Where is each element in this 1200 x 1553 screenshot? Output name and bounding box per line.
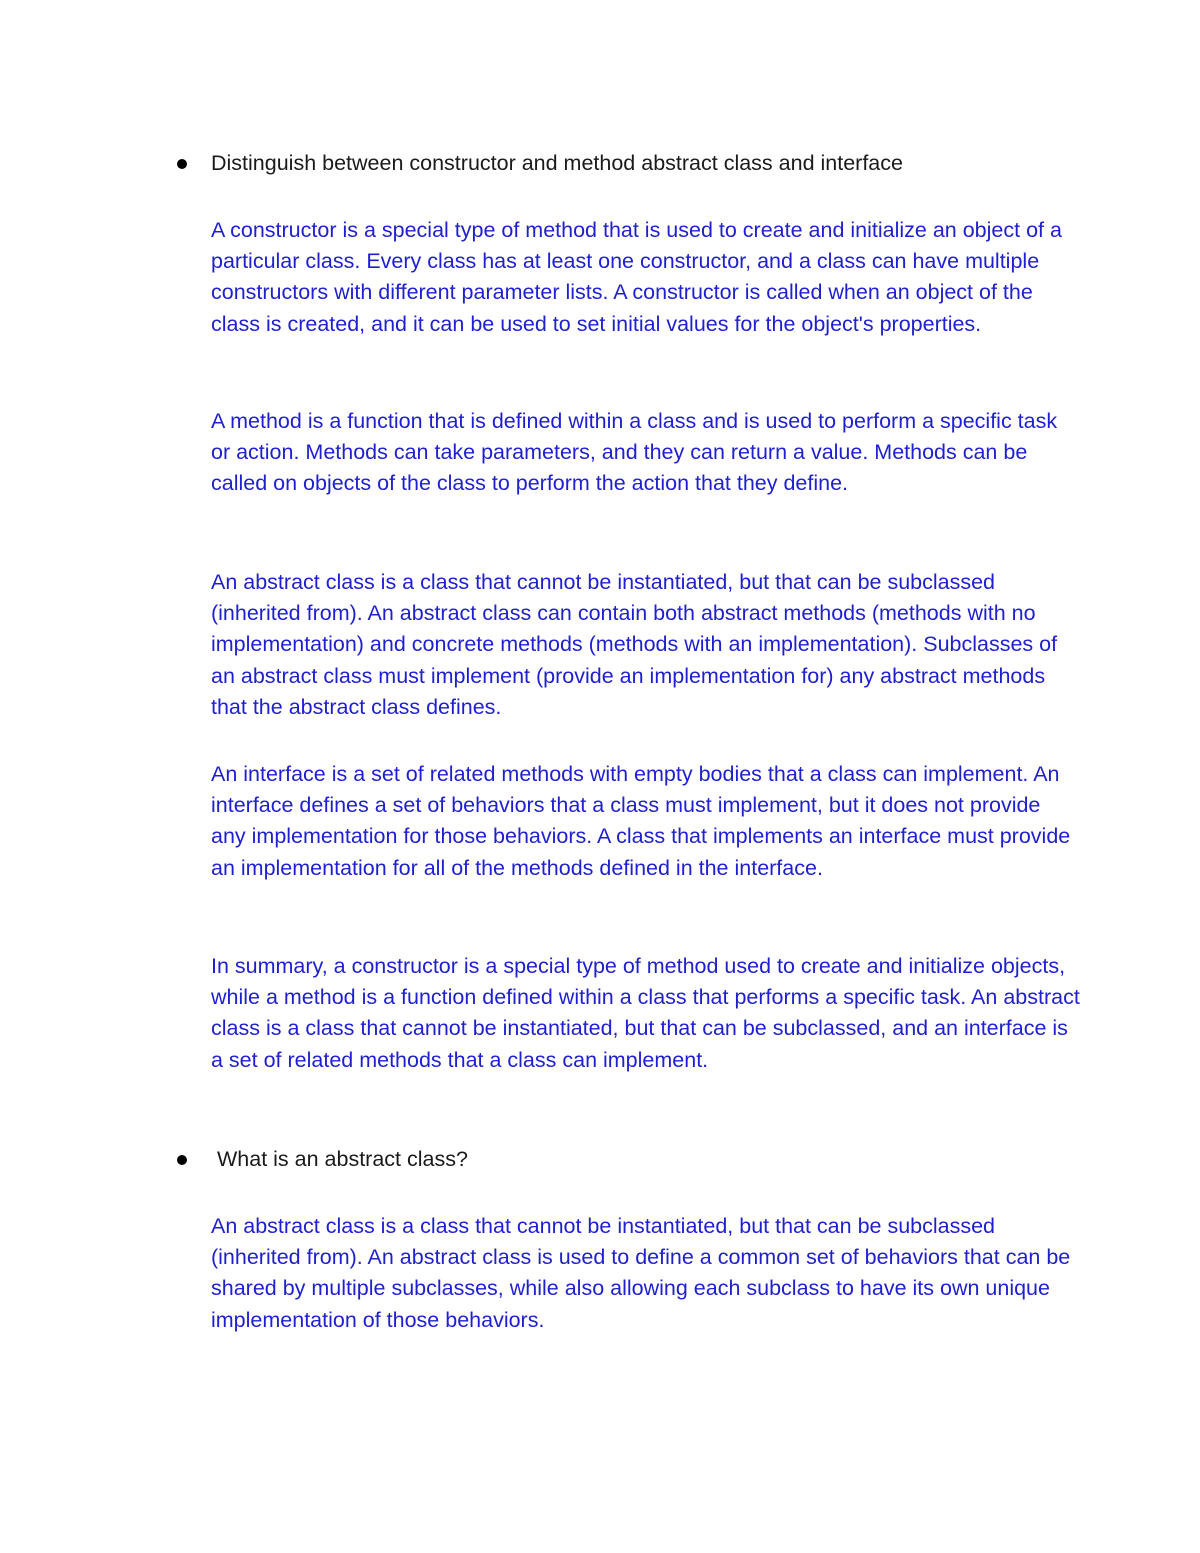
answer-paragraph-abstract-class-def bbox=[211, 1211, 1081, 1336]
bullet-icon bbox=[177, 159, 187, 169]
bullet-icon bbox=[177, 1155, 187, 1165]
answer-paragraph-interface bbox=[211, 759, 1081, 884]
bullet-item-q2 bbox=[0, 1144, 1200, 1174]
answer-text: An abstract class is a class that cannot be instantiated, but that can be subclassed (inherited from). An abstract class is used to define a common set of behaviors that can be shared by multiple subclasses, while also allowing each subclass to have its own unique implementation of those behaviors. bbox=[211, 1214, 1071, 1332]
question-heading-q2: What is an abstract class? bbox=[217, 1147, 468, 1171]
bullet-item-q1 bbox=[0, 148, 1200, 178]
answer-paragraph-abstract-class bbox=[211, 567, 1081, 723]
answer-paragraph-method bbox=[211, 406, 1081, 500]
answer-text: A constructor is a special type of method that is used to create and initialize an object of a particular class. Every class has at least one constructor, and a class can have multiple constructors with different parameter lists. A constructor is called when an object of the class is created, and it can be used to set initial values for the object's properties. bbox=[211, 218, 1062, 336]
answer-paragraph-summary bbox=[211, 951, 1081, 1076]
answer-text: A method is a function that is defined within a class and is used to perform a specific task or action. Methods can take parameters, and they can return a value. Methods can be called on objects of the class to perform the action that they define. bbox=[211, 409, 1058, 496]
answer-text: In summary, a constructor is a special type of method used to create and initialize objects, while a method is a function defined within a class that performs a specific task. An abstract class is a class that cannot be instantiated, but that can be subclassed, and an interface is a set of related methods that a class can implement. bbox=[211, 954, 1080, 1072]
question-heading-q1: Distinguish between constructor and method abstract class and interface bbox=[211, 151, 903, 175]
answer-text: An interface is a set of related methods with empty bodies that a class can implement. An interface defines a set of behaviors that a class must implement, but it does not provide any implementation for those behaviors. A class that implements an interface must provide an implementation for all of the methods defined in the interface. bbox=[211, 762, 1071, 880]
answer-paragraph-constructor bbox=[211, 215, 1081, 340]
answer-text: An abstract class is a class that cannot be instantiated, but that can be subclassed (inherited from). An abstract class can contain both abstract methods (methods with no implementation) and concrete methods (methods with an implementation). Subclasses of an abstract class must implement (provide an implementation for) any abstract methods that the abstract class defines. bbox=[211, 570, 1058, 719]
